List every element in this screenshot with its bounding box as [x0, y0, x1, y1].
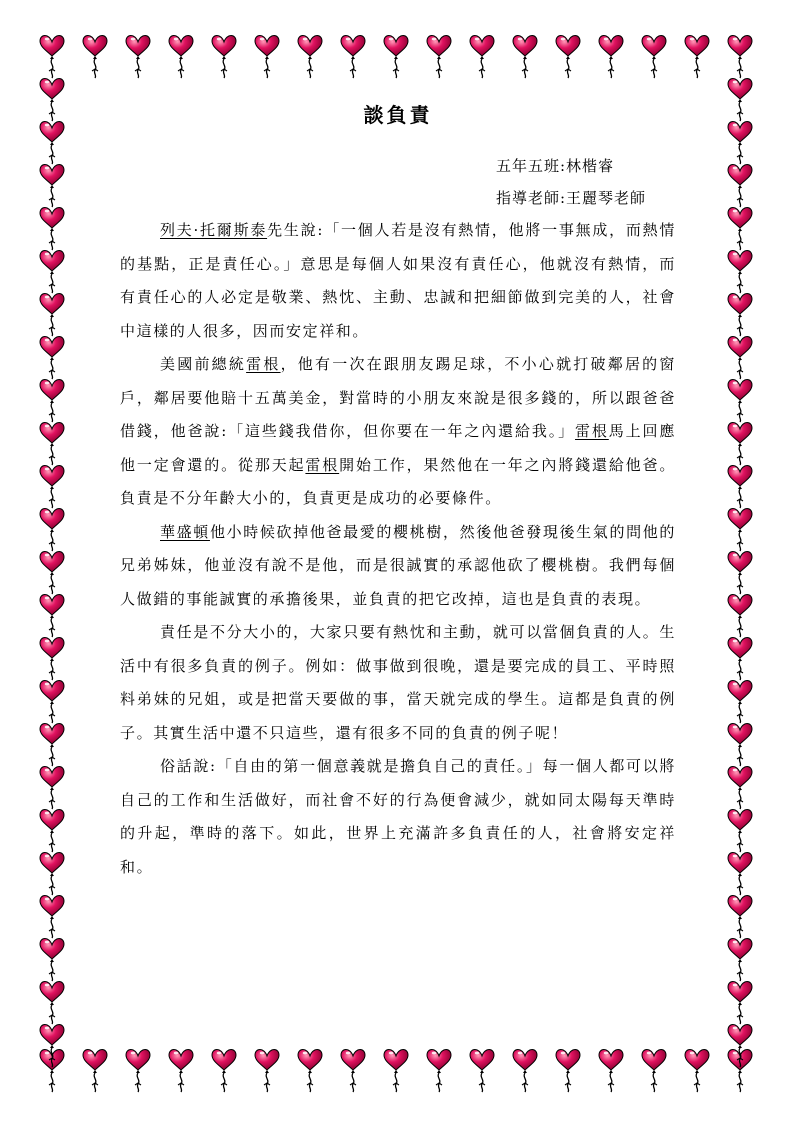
teacher-line: 指導老師:王麗琴老師	[496, 189, 647, 207]
heart-balloon-icon	[40, 767, 64, 810]
heart-balloon-icon	[728, 251, 752, 294]
heart-balloon-icon	[728, 208, 752, 251]
heart-balloon-icon	[728, 767, 752, 810]
heart-balloon-icon	[384, 1050, 408, 1093]
heart-balloon-icon	[40, 595, 64, 638]
heart-balloon-icon	[685, 1050, 709, 1093]
heart-balloon-icon	[642, 1050, 666, 1093]
heart-balloon-icon	[40, 853, 64, 896]
heart-balloon-icon	[685, 36, 709, 79]
heart-balloon-icon	[728, 36, 752, 79]
heart-balloon-icon	[40, 466, 64, 509]
heart-balloon-icon	[728, 939, 752, 982]
heart-balloon-icon	[599, 1050, 623, 1093]
heart-balloon-icon	[40, 36, 64, 79]
heart-balloon-icon	[212, 36, 236, 79]
heart-balloon-icon	[599, 36, 623, 79]
heart-balloon-icon	[40, 896, 64, 939]
heart-balloon-icon	[341, 36, 365, 79]
heart-balloon-icon	[728, 681, 752, 724]
paragraph-4: 責任是不分大小的，大家只要有熱忱和主動，就可以當個負責的人。生活中有很多負責的例子。例如：做事做到很晚，還是要完成的員工、平時照料弟妹的兄姐，或是把當天要做的事，當天就完成的學生。這都是負責的例子。其實生活中還不只這些，還有很多不同的負責的例子呢！	[120, 623, 676, 742]
heart-balloon-icon	[40, 552, 64, 595]
heart-balloon-icon	[728, 423, 752, 466]
heart-balloon-icon	[728, 466, 752, 509]
proper-name: 雷根	[575, 422, 609, 440]
heart-balloon-icon	[470, 36, 494, 79]
heart-balloon-icon	[728, 853, 752, 896]
heart-balloon-icon	[40, 681, 64, 724]
heart-balloon-icon	[40, 724, 64, 767]
heart-balloon-icon	[728, 165, 752, 208]
paragraph-3	[120, 516, 676, 617]
proper-name: 雷根	[305, 455, 340, 474]
paragraph-text: ，他有一次在跟朋友踢足球，不小心就打破鄰居的窗戶，鄰居要他賠十五萬美金，對當時的小朋友來說是很多錢的，所以跟爸爸借錢，他爸說:「這些錢我借你，但你要在一年之內還給我。」	[120, 355, 676, 440]
heart-balloon-icon	[470, 1050, 494, 1093]
heart-balloon-icon	[169, 36, 193, 79]
heart-balloon-icon	[642, 36, 666, 79]
heart-balloon-icon	[40, 810, 64, 853]
heart-balloon-icon	[384, 36, 408, 79]
proper-name: 雷根	[246, 355, 281, 373]
heart-balloon-icon	[728, 982, 752, 1025]
heart-balloon-icon	[728, 810, 752, 853]
heart-balloon-icon	[169, 1050, 193, 1093]
essay-title: 談負責	[363, 103, 433, 127]
heart-balloon-icon	[40, 423, 64, 466]
heart-balloon-icon	[513, 1050, 537, 1093]
heart-balloon-icon	[728, 1050, 752, 1093]
heart-balloon-icon	[40, 1050, 64, 1093]
heart-balloon-icon	[126, 36, 150, 79]
heart-balloon-icon	[40, 208, 64, 251]
heart-balloon-icon	[427, 36, 451, 79]
paragraph-5: 俗話說:「自由的第一個意義就是擔負自己的責任。」每一個人都可以將自己的工作和生活做好，而社會不好的行為便會減少，就如同太陽每天準時的升起，準時的落下。如此，世界上充滿許多負責任的人，社會將安定祥和。	[120, 757, 676, 876]
heart-balloon-icon	[728, 638, 752, 681]
paragraph-1	[120, 214, 676, 348]
essay	[120, 98, 676, 884]
paragraph-2	[120, 348, 676, 516]
heart-balloon-icon	[83, 36, 107, 79]
heart-balloon-icon	[728, 595, 752, 638]
paragraph-text: 開始工作，果然他在一年之內將錢還給他爸。負責是不分年齡大小的，負責更是成功的必要條件。	[120, 455, 676, 507]
paragraph-text: 美國前總統	[160, 355, 247, 373]
proper-name: 列夫·托爾斯泰	[160, 221, 268, 239]
heart-balloon-icon	[556, 36, 580, 79]
heart-balloon-icon	[255, 1050, 279, 1093]
heart-balloon-icon	[728, 337, 752, 380]
heart-balloon-icon	[40, 79, 64, 122]
paragraph-text: 馬上回應他一定會還的。從那天起	[120, 422, 677, 474]
heart-balloon-icon	[513, 36, 537, 79]
heart-balloon-icon	[728, 724, 752, 767]
heart-balloon-icon	[255, 36, 279, 79]
heart-balloon-icon	[126, 1050, 150, 1093]
heart-balloon-icon	[728, 509, 752, 552]
heart-balloon-icon	[40, 165, 64, 208]
heart-balloon-icon	[298, 36, 322, 79]
heart-balloon-icon	[728, 79, 752, 122]
heart-balloon-icon	[83, 1050, 107, 1093]
heart-balloon-icon	[728, 896, 752, 939]
proper-name: 華盛頓	[160, 522, 210, 541]
heart-balloon-icon	[40, 122, 64, 165]
author-line: 五年五班:林楷睿	[496, 157, 615, 175]
heart-balloon-icon	[728, 122, 752, 165]
heart-balloon-icon	[40, 294, 64, 337]
heart-balloon-icon	[298, 1050, 322, 1093]
heart-balloon-icon	[40, 638, 64, 681]
heart-balloon-icon	[40, 982, 64, 1025]
heart-balloon-icon	[427, 1050, 451, 1093]
heart-balloon-icon	[212, 1050, 236, 1093]
heart-balloon-icon	[40, 509, 64, 552]
heart-balloon-icon	[40, 380, 64, 423]
paragraph-text: 先生說:「一個人若是沒有熱情，他將一事無成，而熱情的基點，正是責任心。」意思是每個人如果沒有責任心，他就沒有熱情，而有責任心的人必定是敬業、熱忱、主動、忠誠和把細節做到完美的人，社會中這樣的人很多，因而安定祥和。	[120, 221, 676, 340]
heart-balloon-icon	[40, 337, 64, 380]
heart-balloon-icon	[728, 294, 752, 337]
heart-balloon-icon	[556, 1050, 580, 1093]
heart-balloon-icon	[40, 939, 64, 982]
heart-balloon-icon	[728, 552, 752, 595]
heart-balloon-icon	[341, 1050, 365, 1093]
heart-balloon-icon	[40, 251, 64, 294]
paragraph-text: 他小時候砍掉他爸最愛的櫻桃樹，然後他爸發現後生氣的問他的兄弟姊妹，他並沒有說不是他，而是很誠實的承認他砍了櫻桃樹。我們每個人做錯的事能誠實的承擔後果，並負責的把它改掉，這也是負責的表現。	[120, 522, 676, 608]
heart-balloon-icon	[728, 380, 752, 423]
